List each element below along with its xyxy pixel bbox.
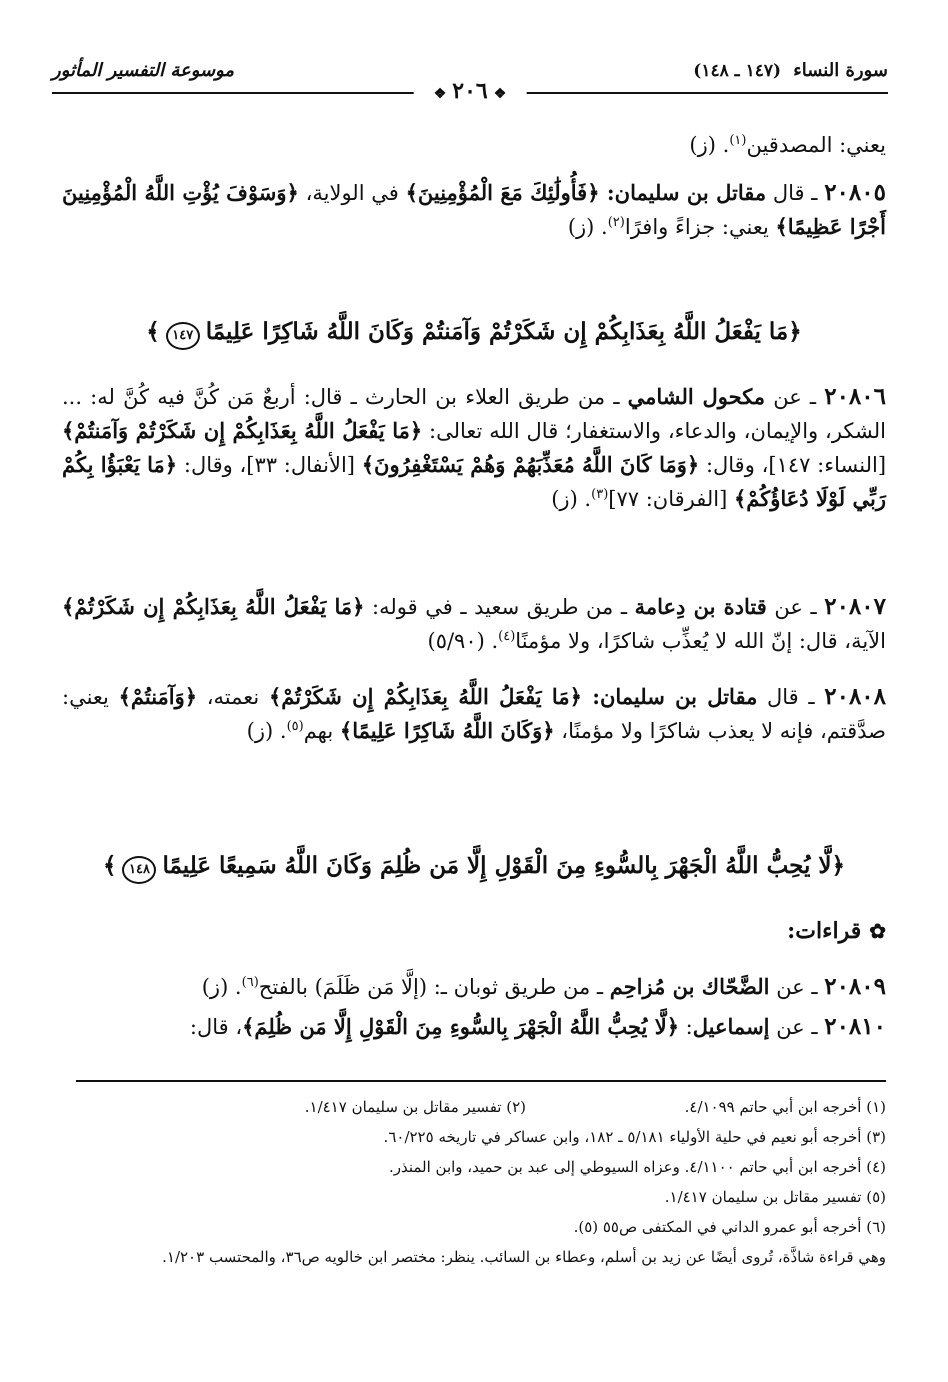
text: ـ من طريق ثوبان ـ: (إلَّا مَن ظَلَمَ) بالفتح: [258, 975, 610, 999]
text: نعمته،: [197, 685, 269, 709]
footnote-ref[interactable]: (٢): [607, 215, 625, 230]
text: ـ قال: [757, 685, 825, 709]
narrator-name: قتادة بن دِعامة: [634, 594, 767, 619]
verse-close: ﴾: [102, 852, 117, 879]
text: ـ من طريق سعيد ـ في قوله:: [364, 595, 635, 619]
text: بهم: [303, 719, 340, 743]
entry-20805: [62, 176, 886, 244]
verse-range: (١٤٧ ـ ١٤٨): [693, 61, 782, 81]
entry-20806: [62, 380, 886, 516]
text: ـ عن: [766, 595, 825, 619]
entry-20809: [62, 970, 886, 1004]
text: . (٥/٩٠): [427, 629, 499, 653]
text: الآية، قال: إنّ الله لا يُعذِّب شاكرًا، ولا مؤمنًا: [515, 629, 886, 653]
footnote-1: (١) أخرجه ابن أبي حاتم ٤/١٠٩٩.: [684, 1098, 886, 1116]
text: . (ز): [567, 215, 608, 239]
entry-number: ٢٠٨٠٥: [824, 179, 886, 206]
narrator-name: مقاتل بن سليمان:: [592, 684, 758, 709]
entry-number: ٢٠٨٠٧: [824, 593, 886, 620]
verse-text: ﴿مَا يَفْعَلُ اللَّهُ بِعَذَابِكُمْ إِن شَكَرْتُمْ وَآمَنتُمْ وَكَانَ اللَّهُ شَاكِرًا عَلِيمًا: [205, 318, 802, 345]
entry-number: ٢٠٨٠٦: [824, 383, 886, 410]
quran-quote: ﴿وَمَا كَانَ اللَّهُ مُعَذِّبَهُمْ وَهُمْ يَسْتَغْفِرُونَ﴾: [361, 452, 700, 477]
footnote-6: (٦) أخرجه أبو عمرو الداني في المكتفى ص٥٥ (٥).: [573, 1218, 886, 1236]
page-number: [414, 78, 527, 104]
quran-quote: ﴿وَكَانَ اللَّهُ شَاكِرًا عَلِيمًا﴾: [339, 718, 555, 743]
text: في الولاية،: [298, 181, 406, 205]
footnote-ref[interactable]: (٣): [591, 487, 609, 502]
text: . (ز): [201, 975, 242, 999]
page-number-value: ٢٠٦: [452, 78, 488, 104]
quran-quote: ﴿مَا يَفْعَلُ اللَّهُ بِعَذَابِكُمْ إِن شَكَرْتُمْ﴾: [62, 594, 365, 619]
footnote-3: (٣) أخرجه أبو نعيم في حلية الأولياء ٥/١٨١ ـ ١٨٢، وابن عساكر في تاريخه ٦٠/٢٢٥.: [383, 1128, 886, 1146]
section-heading: [787, 918, 886, 944]
text: . (ز): [246, 719, 287, 743]
verse-number-icon: ١٤٨: [122, 856, 156, 884]
text: ـ عن: [769, 1015, 825, 1039]
footnote-6-continuation: وهي قراءة شاذَّة، تُروى أيضًا عن زيد بن أسلم، وعطاء بن السائب. ينظر: مختصر ابن خالويه ص٣٦، والمحتسب ١/٢٠٣.: [162, 1248, 886, 1266]
footnote-rule: [76, 1080, 886, 1082]
narrator-name: مقاتل بن سليمان:: [606, 180, 767, 205]
footnote-line-1: [62, 1094, 886, 1120]
entry-20807: [62, 590, 886, 658]
quran-quote: ﴿مَا يَفْعَلُ اللَّهُ بِعَذَابِكُمْ إِن شَكَرْتُمْ وَآمَنتُمْ﴾: [62, 418, 423, 443]
footnote-5: (٥) تفسير مقاتل بن سليمان ١/٤١٧.: [664, 1188, 886, 1206]
surah-name: سورة النساء: [793, 60, 888, 81]
text: يعني: المصدقين: [746, 133, 886, 157]
entry-number: ٢٠٨١٠: [824, 1013, 886, 1040]
ornament-icon: ❖: [493, 86, 507, 102]
text: [النساء: ١٤٧]، وقال:: [699, 453, 887, 477]
verse-number-icon: ١٤٧: [166, 322, 200, 350]
verse-close: ﴾: [146, 318, 160, 345]
quran-quote: ﴿لَّا يُحِبُّ اللَّهُ الْجَهْرَ بِالسُّوءِ مِنَ الْقَوْلِ إِلَّا مَن ظُلِمَ﴾: [242, 1014, 679, 1039]
flower-icon: ✿: [869, 919, 886, 943]
text: ـ من طريق العلاء بن الحارث ـ قال: أربعٌ مَن كُنَّ فيه كُنَّ له: ... الشكر، والإيمان، والدعاء، والاستغفار؛ قال الله تعالى:: [62, 385, 886, 443]
quran-quote: ﴿وَآمَنتُمْ﴾: [118, 684, 198, 709]
footnote-ref[interactable]: (١): [729, 133, 747, 148]
narrator-name: مكحول الشامي: [627, 384, 766, 409]
surah-title: [693, 60, 888, 81]
paragraph-continuation: [62, 128, 886, 162]
verse-text: ﴿لَّا يُحِبُّ اللَّهُ الْجَهْرَ بِالسُّوءِ مِنَ الْقَوْلِ إِلَّا مَن ظُلِمَ وَكَانَ اللَّهُ سَمِيعًا عَلِيمًا: [162, 852, 846, 879]
narrator-name: الضَّحّاك بن مُزاحِم: [609, 974, 770, 999]
entry-number: ٢٠٨٠٩: [824, 973, 886, 1000]
footnote-ref[interactable]: (٥): [286, 719, 304, 734]
entry-20810: [62, 1010, 886, 1044]
entry-number: ٢٠٨٠٨: [824, 683, 887, 710]
book-title: موسوعة التفسير المأثور: [52, 60, 235, 81]
footnote-ref[interactable]: (٤): [498, 629, 516, 644]
narrator-name: إسماعيل: [692, 1014, 770, 1039]
text: [الفرقان: ٧٧]: [608, 487, 734, 511]
text: . (ز): [689, 133, 730, 157]
text: يعني: جزاءً وافرًا: [624, 215, 776, 239]
quran-quote: ﴿مَا يَعْبَؤُا بِكُمْ رَبِّي لَوْلَا دُعَاؤُكُمْ﴾: [62, 452, 886, 511]
footnote-2: (٢) تفسير مقاتل بن سليمان ١/٤١٧.: [304, 1098, 526, 1116]
footnote-4: (٤) أخرجه ابن أبي حاتم ٤/١١٠٠. وعزاه السيوطي إلى عبد بن حميد، وابن المنذر.: [388, 1158, 886, 1176]
text: يعني: صدَّقتم، فإنه لا يعذب شاكرًا ولا مؤمنًا،: [62, 685, 886, 743]
text: [الأنفال: ٣٣]، وقال:: [177, 453, 362, 477]
quran-quote: ﴿مَا يَفْعَلُ اللَّهُ بِعَذَابِكُمْ إِن شَكَرْتُمْ﴾: [268, 684, 593, 709]
footnote-ref[interactable]: (٦): [241, 975, 259, 990]
text: ـ عن: [769, 975, 825, 999]
text: ، قال:: [189, 1015, 243, 1039]
section-title: قراءات:: [787, 918, 862, 944]
text: ـ قال: [766, 181, 825, 205]
quran-quote: ﴿فَأُولَٰئِكَ مَعَ الْمُؤْمِنِينَ﴾: [405, 180, 607, 205]
text: ـ عن: [765, 385, 825, 409]
text: :: [679, 1015, 693, 1039]
page-header: [52, 52, 888, 110]
verse-148: [62, 852, 886, 884]
ornament-icon: ❖: [433, 86, 447, 102]
verse-147: [62, 318, 886, 350]
entry-20808: [62, 680, 886, 748]
quran-quote: ﴿وَسَوْفَ يُؤْتِ اللَّهُ الْمُؤْمِنِينَ أَجْرًا عَظِيمًا﴾: [62, 180, 886, 239]
text: . (ز): [551, 487, 592, 511]
